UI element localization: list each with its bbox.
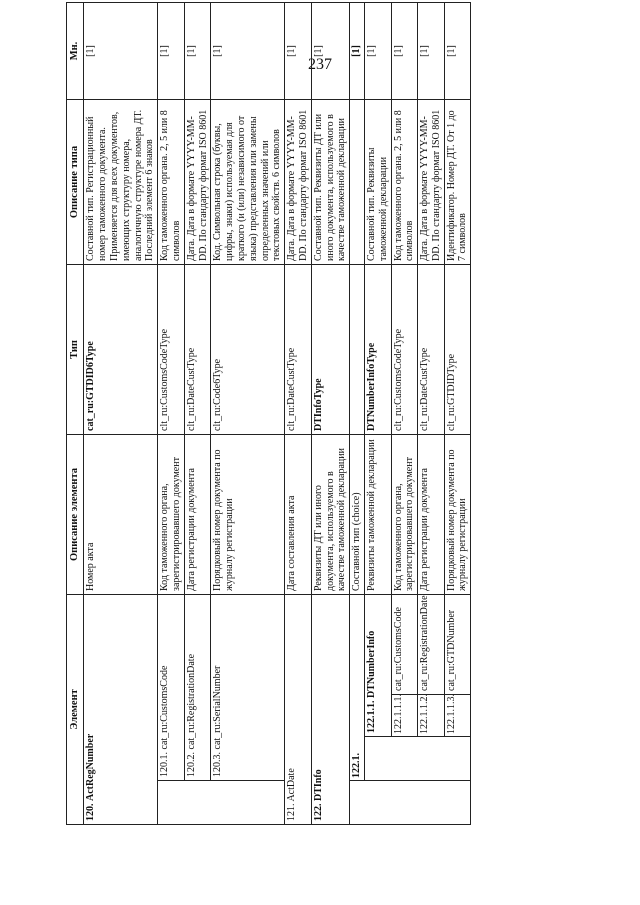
type-name: clt_ru:CustomsCodeType — [391, 265, 418, 435]
multiplicity: [1] — [84, 3, 158, 100]
element-name: cat_ru:CustomsCode — [391, 595, 418, 695]
row-number: 121. — [286, 803, 298, 821]
row-number: 120.2. — [185, 752, 197, 777]
row-number: 120.1. — [159, 752, 171, 777]
element-description: Дата составления акта — [285, 435, 312, 595]
type-description — [350, 100, 365, 265]
row-number: 122.1.1.1. — [391, 695, 418, 737]
row-number: 122.1.1.2. — [418, 695, 445, 737]
element-description: Дата регистрации документа — [184, 435, 211, 595]
element-name: ActRegNumber — [85, 733, 97, 801]
table-row — [84, 3, 158, 825]
indent-cell — [158, 781, 285, 825]
element-name: cat_ru:SerialNumber — [212, 665, 224, 750]
header-type: Тип — [67, 265, 84, 435]
multiplicity: [1] — [418, 3, 445, 100]
type-description: Код. Символьная строка (буквы, цифры, знаки) используемая для краткого (и (или) независимого от языка) представления или замены определенных значений или текстовых свойств. 6 символов — [211, 100, 285, 265]
type-name: clt_ru:DateCustType — [285, 265, 312, 435]
type-description: Код таможенного органа. 2, 5 или 8 символов — [158, 100, 185, 265]
element-name: ActDate — [286, 768, 298, 802]
type-name: clt_ru:DateCustType — [418, 265, 445, 435]
element-cell — [211, 595, 285, 781]
table-row — [391, 3, 418, 825]
multiplicity: [1] — [211, 3, 285, 100]
table-row — [211, 3, 285, 825]
element-description: Код таможенного органа, зарегистрировавшего документ — [158, 435, 185, 595]
element-description: Код таможенного органа, зарегистрировавшего документ — [391, 435, 418, 595]
indent-cell — [350, 781, 471, 825]
type-description: Составной тип. Реквизиты таможенной декларации — [364, 100, 391, 265]
element-cell — [285, 595, 312, 825]
table-row — [364, 3, 391, 825]
type-description: Код таможенного органа. 2, 5 или 8 символов — [391, 100, 418, 265]
table-row — [418, 3, 445, 825]
element-description: Дата регистрации документа — [418, 435, 445, 595]
type-name: clt_ru:GTDIDType — [444, 265, 471, 435]
type-name: clt_ru:DateCustType — [184, 265, 211, 435]
type-description: Дата. Дата в формате YYYY-MM-DD. По стандарту формат ISO 8601 — [184, 100, 211, 265]
table-header-row — [67, 3, 84, 825]
type-description: Составной тип. Регистрационный номер таможенного документа. Применяется для всех документов, имеющих структуру номера, аналогичную структуре номера ДТ. Последний элемент 6 знаков — [84, 100, 158, 265]
table-row — [184, 3, 211, 825]
header-multiplicity: Мн. — [67, 3, 84, 100]
element-name: DTInfo — [312, 769, 324, 801]
element-name: DTNumberInfo — [365, 630, 377, 698]
table-row — [158, 3, 185, 825]
type-name: DTNumberInfoType — [364, 265, 391, 435]
structure-table — [66, 2, 471, 825]
indent-cell — [364, 737, 470, 781]
element-cell — [84, 595, 158, 825]
header-element: Элемент — [67, 595, 84, 825]
element-description: Составной тип (choice) — [350, 435, 365, 595]
type-name: cat_ru:GTDID6Type — [84, 265, 158, 435]
page-number: 237 — [308, 56, 332, 73]
element-description: Номер акта — [84, 435, 158, 595]
type-description: Дата. Дата в формате YYYY-MM-DD. По стандарту формат ISO 8601 — [285, 100, 312, 265]
type-description: Дата. Дата в формате YYYY-MM-DD. По стандарту формат ISO 8601 — [418, 100, 445, 265]
element-name: cat_ru:CustomsCode — [159, 665, 171, 750]
multiplicity: [1] — [285, 3, 312, 100]
multiplicity: [1] — [444, 3, 471, 100]
type-description: Идентификатор. Номер ДТ. От 1 до 7 символов — [444, 100, 471, 265]
type-name: clt_ru:CustomsCodeType — [158, 265, 185, 435]
type-name: DTInfoType — [311, 265, 349, 435]
multiplicity: [1] — [158, 3, 185, 100]
type-description: Составной тип. Реквизиты ДТ или иного документа, используемого в качестве таможенной декларации — [311, 100, 349, 265]
row-number: 122.1.1. — [365, 700, 377, 733]
element-description: Реквизиты таможенной декларации — [364, 435, 391, 595]
row-number: 120.3. — [212, 752, 224, 777]
row-number: 122.1. — [350, 595, 365, 781]
type-name — [350, 265, 365, 435]
type-name: clt_ru:Code6Type — [211, 265, 285, 435]
row-number: 122. — [312, 803, 324, 821]
header-type-description: Описание типа — [67, 100, 84, 265]
multiplicity: [1] — [364, 3, 391, 100]
element-cell — [311, 595, 349, 825]
element-name: cat_ru:RegistrationDate — [185, 653, 197, 750]
element-name: cat_ru:RegistrationDate — [418, 595, 445, 695]
element-description: Реквизиты ДТ или иного документа, используемого в качестве таможенной декларации — [311, 435, 349, 595]
row-number: 120. — [85, 803, 97, 821]
element-cell — [158, 595, 185, 781]
multiplicity: [1] — [184, 3, 211, 100]
table-row — [311, 3, 349, 825]
element-name: cat_ru:GTDNumber — [444, 595, 471, 695]
table-row — [285, 3, 312, 825]
header-element-description: Описание элемента — [67, 435, 84, 595]
multiplicity: [1] — [350, 3, 365, 100]
multiplicity: [1] — [311, 3, 349, 100]
element-cell — [364, 595, 391, 737]
element-description: Порядковый номер документа по журналу регистрации — [444, 435, 471, 595]
element-cell — [184, 595, 211, 781]
table-row — [350, 3, 365, 825]
table-row — [444, 3, 471, 825]
element-description: Порядковый номер документа по журналу регистрации — [211, 435, 285, 595]
multiplicity: [1] — [391, 3, 418, 100]
row-number: 122.1.1.3. — [444, 695, 471, 737]
rotated-table-sheet — [66, 3, 469, 825]
